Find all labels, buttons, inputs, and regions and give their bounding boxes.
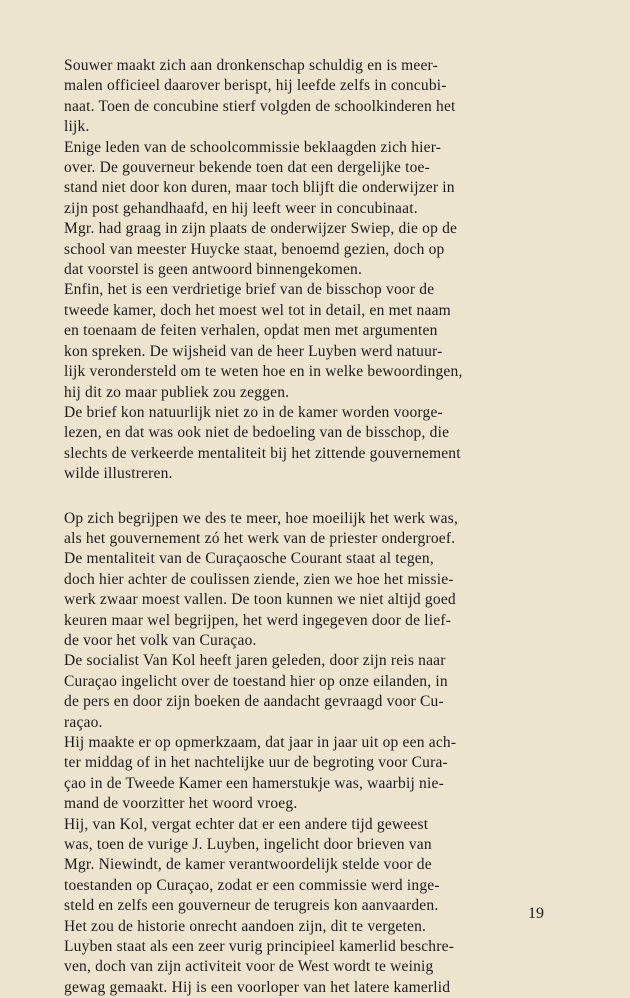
paragraph: [64, 815, 542, 998]
text-line: Enfin, het is een verdrietige brief van de bisschop voor de: [64, 281, 435, 299]
body-text: [64, 56, 542, 998]
text-line: en toenaam de feiten verhalen, opdat men met argumenten: [64, 322, 438, 340]
text-line: De socialist Van Kol heeft jaren geleden, door zijn reis naar: [64, 652, 446, 670]
section-gap: [64, 485, 542, 509]
text-line: slechts de verkeerde mentaliteit bij het zittende gouvernement: [64, 444, 461, 462]
text-line: Het zou de historie onrecht aandoen zijn, dit te vergeten.: [64, 917, 427, 935]
text-line: De mentaliteit van de Curaçaosche Courant staat al tegen,: [64, 550, 434, 568]
paragraph: [64, 733, 542, 815]
text-line: tweede kamer, doch het moest wel tot in detail, en met naam: [64, 301, 451, 319]
text-line: de pers en door zijn boeken de aandacht gevraagd voor Cu-: [64, 693, 444, 711]
text-line: Enige leden van de schoolcommissie beklaagden zich hier-: [64, 138, 442, 156]
paragraph: [64, 280, 542, 402]
text-line: stand niet door kon duren, maar toch blijft die onderwijzer in: [64, 179, 455, 197]
text-line: Luyben staat als een zeer vurig principieel kamerlid beschre-: [64, 938, 455, 956]
text-line: kon spreken. De wijsheid van de heer Luyben werd natuur-: [64, 342, 443, 360]
text-line: çao in de Tweede Kamer een hamerstukje was, waarbij nie-: [64, 774, 444, 792]
text-line: lijk verondersteld om te weten hoe en in welke bewoordingen,: [64, 363, 463, 381]
text-line: Souwer maakt zich aan dronkenschap schuldig en is meer-: [64, 57, 438, 74]
text-line: ven, doch van zijn activiteit voor de West wordt te weinig: [64, 958, 434, 976]
paragraph: [64, 138, 542, 220]
text-line: Hij maakte er op opmerkzaam, dat jaar in jaar uit op een ach-: [64, 734, 457, 751]
text-line: Mgr. Niewindt, de kamer verantwoordelijk stelde voor de: [64, 856, 432, 874]
text-line: naat. Toen de concubine stierf volgden de schoolkinderen het: [64, 97, 456, 115]
text-line: toestanden op Curaçao, zodat er een commissie werd inge-: [64, 876, 440, 894]
text-line: dat voorstel is geen antwoord binnengekomen.: [64, 261, 363, 279]
text-line: gewag gemaakt. Hij is een voorloper van het latere kamerlid: [64, 978, 451, 996]
paragraph: [64, 56, 542, 138]
text-line: lezen, en dat was ook niet de bedoeling van de bisschop, die: [64, 424, 450, 442]
text-line: wilde illustreren.: [64, 465, 173, 483]
text-line: De brief kon natuurlijk niet zo in de kamer worden voorge-: [64, 403, 443, 421]
text-line: mand de voorzitter het woord vroeg.: [64, 795, 298, 813]
paragraph: [64, 219, 542, 280]
text-line: de voor het volk van Curaçao.: [64, 631, 257, 649]
text-line: over. De gouverneur bekende toen dat een dergelijke toe-: [64, 159, 430, 177]
text-line: ter middag of in het nachtelijke uur de begroting voor Cura-: [64, 754, 448, 772]
text-line: was, toen de vurige J. Luyben, ingelicht door brieven van: [64, 836, 432, 854]
text-line: raçao.: [64, 713, 103, 731]
text-line: zijn post gehandhaafd, en hij leeft weer in concubinaat.: [64, 199, 418, 217]
text-line: keuren maar wel begrijpen, het werd ingegeven door de lief-: [64, 611, 452, 629]
paragraph: [64, 651, 542, 733]
text-line: steld en zelfs een gouverneur de terugreis kon aanvaarden.: [64, 897, 439, 915]
page-number: 19: [528, 905, 544, 922]
text-line: Hij, van Kol, vergat echter dat er een andere tijd geweest: [64, 815, 429, 833]
paragraph: [64, 509, 542, 652]
text-line: malen officieel daarover berispt, hij leefde zelfs in concubi-: [64, 77, 447, 95]
paragraph: [64, 403, 542, 485]
text-line: school van meester Huycke staat, benoemd gezien, doch op: [64, 240, 445, 258]
text-line: lijk.: [64, 118, 90, 136]
text-line: Op zich begrijpen we des te meer, hoe moeilijk het werk was,: [64, 509, 459, 527]
text-line: doch hier achter de coulissen ziende, zien we hoe het missie-: [64, 570, 454, 588]
text-line: als het gouvernement zó het werk van de priester ondergroef.: [64, 529, 456, 547]
text-line: Mgr. had graag in zijn plaats de onderwijzer Swiep, die op de: [64, 220, 458, 238]
text-line: hij dit zo maar publiek zou zeggen.: [64, 383, 290, 401]
text-line: werk zwaar moest vallen. De toon kunnen we niet altijd goed: [64, 591, 456, 609]
text-line: Curaçao ingelicht over de toestand hier op onze eilanden, in: [64, 672, 448, 690]
